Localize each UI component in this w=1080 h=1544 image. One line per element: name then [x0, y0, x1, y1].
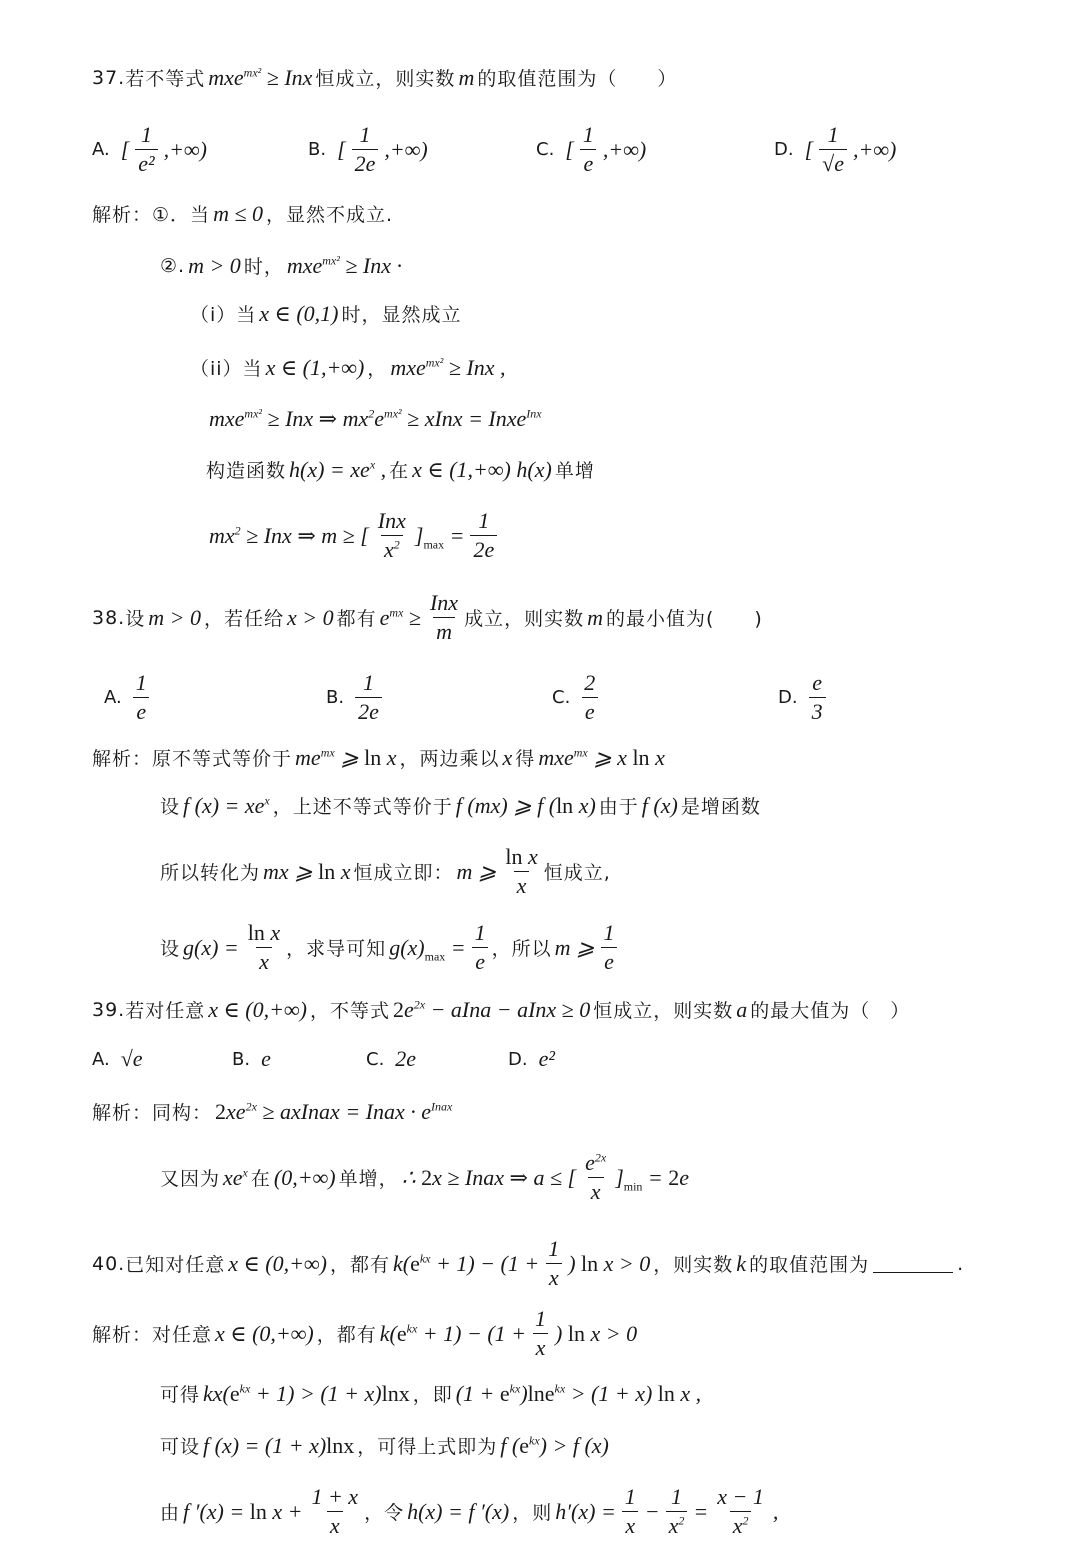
q37-sol-line2: ②. m > 0 时， mxe$^{mx^2}$ ≥ Inx ·	[160, 252, 403, 278]
q40-sol-line2: 可得 $kx(e^{kx} + 1) > (1 + x)\ln x$ ，即 $(1 + e^{kx})\ln e^{kx} > (1 + x)$ ln x ,	[160, 1380, 702, 1406]
q37-sol-case2: （ii）当 x ∈ (1,+∞) ， mxe$^{mx^2}$ ≥ Inx ,	[190, 354, 506, 380]
q37-sol-construct: 构造函数 $h(x) = xe^x$ , 在 x ∈ (1,+∞) h(x) 单增	[206, 456, 595, 482]
q38-sol-line2: 设 f $(x) = xe^x$ ，上述不等式等价于 f (mx) ⩾ f (ln x) 由于 f (x) 是增函数	[160, 792, 761, 818]
q37-var-m: m	[458, 64, 475, 90]
q39-option-a: A. √e	[92, 1046, 143, 1071]
q37-sol-line1: 解析： ①．当 m ≤ 0 ，显然不成立.	[92, 200, 394, 226]
q37-option-a-label: A.	[92, 139, 110, 160]
q40-sol-line1: 解析： 对任意 x ∈ (0,+∞) ，都有 $k(e^{kx} + 1) - (1$ + $\frac{1}{x}$ ) ln x > 0	[92, 1306, 638, 1360]
q37-option-a: A. [ $\frac{1}{\text{e²}}$ ,+∞)	[92, 122, 208, 176]
q37-stem-end: 的取值范围为（ ）	[477, 68, 678, 90]
q39-sol-line1: 解析： 同构： $2xe^{2x}$ ≥ axInax = Inax · $e^{Inax}$	[92, 1098, 453, 1124]
q37-sol-result: $mx^2$ ≥ Inx ⇒ m ≥ [ $\frac{\text{Inx}}{x^2}$ ]$_{max}$ = $\frac{1}{2e}$	[206, 508, 500, 563]
q38-option-a: A. $\frac{1}{e}$	[104, 670, 153, 725]
q40-sol-line3: 可设 f (x) = (1 + x)lnx ，可得上式即为 f $(e^{kx}) > f$ (x)	[160, 1432, 609, 1458]
q38-stem: 38. 设 m > 0 ，若任给 x > 0 都有 $e^{mx}$ ≥ $\frac{\text{Inx}}{m}$ 成立，则实数 m 的最小值为( )	[92, 590, 763, 644]
q37-stem	[92, 64, 677, 91]
q37-option-c-label: C.	[536, 139, 555, 160]
q39-option-d: D. e²	[508, 1046, 555, 1071]
q39-number: 39.	[92, 998, 126, 1021]
q37-option-b-frac: $\frac{1}{2e}$	[352, 122, 379, 177]
q37-stem-pre: 若不等式	[125, 68, 206, 90]
q37-option-a-frac: $\frac{1}{\text{e²}}$	[135, 122, 157, 177]
q37-option-b: B. [ $\frac{1}{2e}$ ,+∞)	[308, 122, 428, 176]
q37-option-d-label: D.	[774, 139, 794, 160]
q40-answer-blank[interactable]	[873, 1254, 953, 1273]
q38-number: 38.	[92, 606, 126, 629]
q39-option-c: C. 2e	[366, 1046, 417, 1071]
q38-sol-line3: 所以转化为 mx ⩾ ln x 恒成立即： m ⩾ $\frac{\text{ln x}}{x}$ 恒成立,	[160, 844, 611, 898]
q38-sol-line4: 设 g(x) = $\frac{\text{ln x}}{x}$ ，求导可知 $g(x)_{max}$ = $\frac{1}{e}$ ，所以 m ⩾ $\frac{1}{e}$	[160, 920, 620, 975]
q37-stem-post: 恒成立，则实数	[315, 68, 456, 90]
q40-sol-line4: 由 f ′(x) = ln x + $\frac{1 + x}{x}$ ，令 h(x) = f ′(x) ，则 h′(x) = $\frac{1}{x}$ − $\frac{1}{x^2}$ = $\frac{x - 1}{x^2}$ ,	[160, 1484, 779, 1538]
q37-sol-chain: mxe$^{mx^2}$ ≥ Inx ⇒ $mx^2e^{mx^2}$ ≥ xInx = Inxe$^{Inx}$	[209, 406, 542, 431]
q38-sol-line1: 解析： 原不等式等价于 $me^{mx}$ ⩾ ln x ，两边乘以 x 得 mxe$^{mx}$ ⩾ x ln x	[92, 744, 665, 770]
q37-option-d-frac: $\frac{1}{√e}$	[819, 122, 847, 177]
q38-option-b: B. $\frac{1}{2e}$	[326, 670, 385, 725]
q37-option-b-label: B.	[308, 139, 327, 160]
q37-sol-case1: （i）当 x ∈ (0,1) 时，显然成立	[190, 300, 462, 326]
q37-option-c-frac: $\frac{1}{e}$	[580, 122, 597, 177]
q39-option-b: B. e	[232, 1046, 271, 1071]
q37-sol-label: 解析：	[92, 204, 153, 226]
q40-number: 40.	[92, 1252, 126, 1275]
q40-stem: 40. 已知对任意 x ∈ (0,+∞) ，都有 $k(e^{kx} + 1) - (1$ + $\frac{1}{x}$ ) ln x > 0 ，则实数 k 的取值范围为 .	[92, 1236, 965, 1290]
q38-option-d: D. $\frac{e}{3}$	[778, 670, 829, 725]
q39-stem: 39. 若对任意 x ∈ (0,+∞) ，不等式 $2e^{2x}$ − aIna − aInx ≥ 0 恒成立，则实数 a 的最大值为（ ）	[92, 996, 911, 1022]
q37-number: 37.	[92, 66, 126, 89]
q39-sol-line2: 又因为 $xe^x$ 在 (0,+∞) 单增， ∴ 2x ≥ Inax ⇒ a ≤ [ $\frac{e^{2x}}{x}$ ]$_{min} = 2e$	[160, 1150, 690, 1204]
q38-option-c: C. $\frac{2}{e}$	[552, 670, 601, 725]
q37-option-c: C. [ $\frac{1}{e}$ ,+∞)	[536, 122, 647, 176]
q37-option-d: D. [ $\frac{1}{√e}$ ,+∞)	[774, 122, 897, 176]
q37-inequality: mxe$^{mx^2}$ ≥ Inx	[208, 64, 313, 90]
